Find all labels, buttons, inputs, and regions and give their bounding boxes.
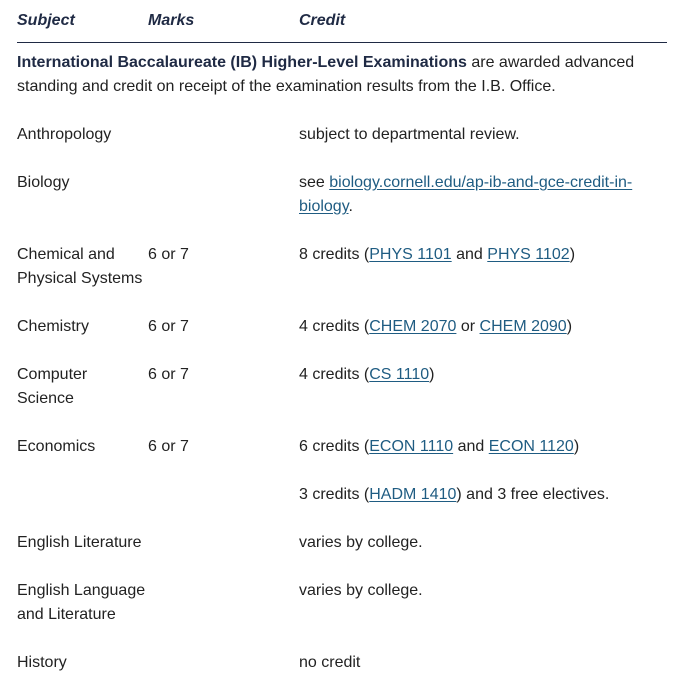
row-marks: 6 or 7 [148, 438, 189, 455]
course-link-phys-1101[interactable]: PHYS 1101 [369, 246, 452, 263]
header-subject: Subject [17, 12, 75, 29]
row-marks [148, 171, 299, 219]
intro-rest: are awarded advanced standing and credit on receipt of the examination results from the I.B. Office. [17, 54, 635, 95]
row-credit: no credit [299, 654, 361, 671]
credit-pre: see [299, 174, 330, 191]
row-credit [299, 435, 639, 459]
intro-paragraph [17, 51, 653, 99]
row-marks [148, 123, 299, 147]
row-marks: 6 or 7 [148, 318, 189, 335]
row-credit [299, 243, 639, 291]
table-row [17, 651, 667, 675]
row-credit [299, 363, 639, 411]
row-credit: varies by college. [299, 534, 423, 551]
table-rows [17, 123, 667, 675]
credit-post: ) [566, 318, 573, 335]
credit-mid: or [456, 318, 480, 335]
course-link-econ-1120[interactable]: ECON 1120 [488, 438, 574, 455]
table-row [17, 123, 667, 147]
credit-mid: and [453, 438, 489, 455]
course-link-hadm-1410[interactable]: HADM 1410 [369, 486, 457, 503]
credit-pre: 8 credits ( [299, 246, 370, 263]
table-row [17, 435, 667, 459]
row-subject: Chemistry [17, 318, 90, 335]
credit-post: ) and 3 free electives. [456, 486, 610, 503]
credit-post: . [348, 198, 353, 215]
credit-post: ) [569, 246, 576, 263]
row-marks [148, 531, 299, 555]
credit-pre: 4 credits ( [299, 318, 370, 335]
row-subject: History [17, 654, 67, 671]
row-credit: varies by college. [299, 582, 423, 599]
row-marks: 6 or 7 [148, 246, 189, 263]
row-marks [148, 651, 299, 675]
credit-post: ) [573, 438, 580, 455]
table-row [17, 243, 667, 291]
table-row [17, 315, 667, 339]
table-header [17, 0, 667, 43]
intro-bold: International Baccalaureate (IB) Higher-Level Examinations [17, 54, 467, 71]
row-subject: English Literature [17, 534, 142, 551]
table-row [17, 483, 667, 507]
credit-pre: 6 credits ( [299, 438, 370, 455]
row-marks [148, 579, 299, 627]
course-link-cs-1110[interactable]: CS 1110 [369, 366, 430, 383]
row-subject: Economics [17, 438, 96, 455]
row-marks: 6 or 7 [148, 366, 189, 383]
table-row [17, 531, 667, 555]
row-credit [299, 315, 639, 339]
header-marks: Marks [148, 12, 195, 29]
row-marks [148, 483, 299, 507]
course-link-econ-1110[interactable]: ECON 1110 [369, 438, 454, 455]
row-subject: English Language and Literature [17, 582, 146, 623]
row-credit: subject to departmental review. [299, 126, 520, 143]
credit-pre: 4 credits ( [299, 366, 370, 383]
course-link-phys-1102[interactable]: PHYS 1102 [487, 246, 570, 263]
credit-post: ) [429, 366, 435, 383]
header-credit: Credit [299, 12, 346, 29]
course-link-chem-2070[interactable]: CHEM 2070 [369, 318, 457, 335]
row-subject: Computer Science [17, 366, 88, 407]
row-subject [17, 483, 148, 507]
course-link-chem-2090[interactable]: CHEM 2090 [479, 318, 567, 335]
table-row [17, 171, 667, 219]
row-subject: Anthropology [17, 126, 112, 143]
biology-credit-link[interactable]: biology.cornell.edu/ap-ib-and-gce-credit-in-biology [299, 174, 633, 215]
credit-mid: and [451, 246, 488, 263]
credit-table [17, 0, 667, 699]
table-row [17, 579, 667, 627]
row-credit [299, 483, 639, 507]
row-subject: Chemical and Physical Systems [17, 246, 143, 287]
table-row [17, 363, 667, 411]
credit-pre: 3 credits ( [299, 486, 370, 503]
row-credit [299, 171, 639, 219]
row-subject: Biology [17, 174, 70, 191]
